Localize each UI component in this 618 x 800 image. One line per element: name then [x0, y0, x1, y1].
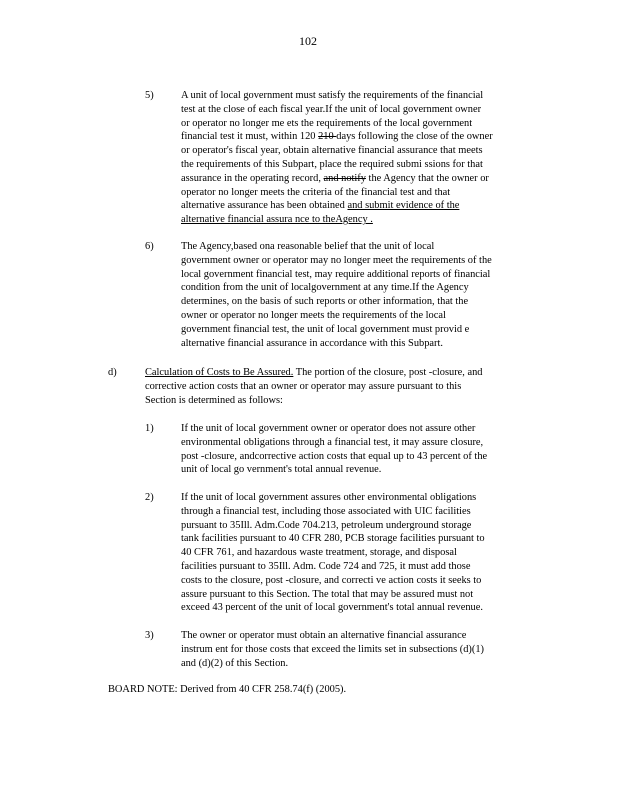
text-line: If the unit of local government owner or operator does not assure other	[181, 423, 476, 434]
subsection-body	[145, 366, 545, 407]
text-line: owner or operator no longer meets the requirements of the local	[181, 309, 446, 321]
text-line: alternative assurance has been obtained and submit evidence of the	[181, 200, 460, 212]
text-line: pursuant to 35Ill. Adm.Code 704.213, petroleum underground storage	[181, 519, 472, 531]
text-line: financial test it must, within 120 210 days following the close of the owner	[181, 131, 493, 143]
text-line: the requirements of this Subpart, place the required submi ssions for that	[181, 158, 483, 170]
paragraph-body	[181, 491, 551, 615]
page-number: 102	[299, 34, 317, 48]
text-line: or operator's fiscal year, obtain alternative financial assurance that meets	[181, 145, 483, 157]
text-line: The owner or operator must obtain an alternative financial assurance	[181, 630, 467, 641]
text-line: or operator no longer me ets the requirements of the local government	[181, 117, 473, 129]
text-line: post -closure, andcorrective action costs that equal up to 43 percent of the	[181, 450, 488, 462]
paragraph-number: 5)	[145, 90, 154, 101]
subsection-heading: Calculation of Costs to Be Assured.	[145, 367, 294, 378]
text-line: alternative financial assurance in accordance with this Subpart.	[181, 337, 443, 349]
underlined-text: and submit evidence of the	[347, 200, 460, 212]
text-line: assurance in the operating record, and notify the Agency that the owner or	[181, 172, 489, 184]
text-line: facilities pursuant to 35Ill. Adm. Code 724 and 725, it must add those	[181, 560, 471, 572]
text-line: costs to the closure, post -closure, and correcti ve action costs it seeks to	[181, 574, 482, 586]
text-line: operator no longer meets the criteria of the financial test and that	[181, 186, 451, 198]
subsection-number: d)	[108, 367, 117, 378]
text-line: test at the close of each fiscal year.If the unit of local government owner	[181, 103, 482, 115]
paragraph-body	[181, 422, 551, 477]
text-line: Section is determined as follows:	[145, 394, 283, 406]
paragraph-number: 1)	[145, 423, 154, 434]
paragraph-number: 6)	[145, 241, 154, 252]
text-line: Calculation of Costs to Be Assured. The portion of the closure, post -closure, and	[145, 367, 483, 378]
paragraph-body	[181, 240, 551, 350]
text-line: local government financial test, may require additional reports of financial	[181, 268, 491, 280]
text-line: corrective action costs that an owner or operator may assure pursuant to this	[145, 380, 462, 392]
paragraph-body	[181, 89, 551, 227]
text-line: government financial test, the unit of local government must provid e	[181, 323, 470, 335]
paragraph-body	[181, 629, 551, 670]
text-line: exceed 43 percent of the unit of local government's total annual revenue.	[181, 602, 483, 614]
board-note: BOARD NOTE: Derived from 40 CFR 258.74(f) (2005).	[108, 684, 347, 695]
struck-text: and notify	[323, 172, 366, 184]
text-line: A unit of local government must satisfy the requirements of the financial	[181, 90, 484, 101]
text-line: If the unit of local government assures other environmental obligations	[181, 492, 477, 503]
text-line: 40 CFR 761, and hazardous waste treatment, storage, and disposal	[181, 547, 457, 559]
underlined-text: alternative financial assura nce to theAgency .	[181, 214, 373, 226]
text-line: The Agency,based ona reasonable belief that the unit of local	[181, 241, 435, 252]
paragraph-number: 3)	[145, 630, 154, 641]
text-line: government owner or operator may no longer meet the requirements of the	[181, 254, 492, 266]
text-line: determines, on the basis of such reports or other information, that the	[181, 296, 469, 308]
text-line: assure pursuant to this Section. The total that may be assured must not	[181, 588, 474, 600]
text-line: unit of local go vernment's total annual revenue.	[181, 464, 382, 476]
struck-text: 210	[318, 131, 337, 143]
text-line: instrum ent for those costs that exceed the limits set in subsections (d)(1)	[181, 643, 484, 655]
text-line: condition from the unit of localgovernment at any time.If the Agency	[181, 282, 469, 294]
text-line: and (d)(2) of this Section.	[181, 657, 289, 669]
text-line: through a financial test, including those associated with UIC facilities	[181, 505, 471, 517]
paragraph-number: 2)	[145, 492, 154, 503]
text-line: tank facilities pursuant to 40 CFR 280, PCB storage facilities pursuant to	[181, 533, 485, 545]
text-line: environmental obligations through a financial test, it may assure closure,	[181, 436, 484, 448]
